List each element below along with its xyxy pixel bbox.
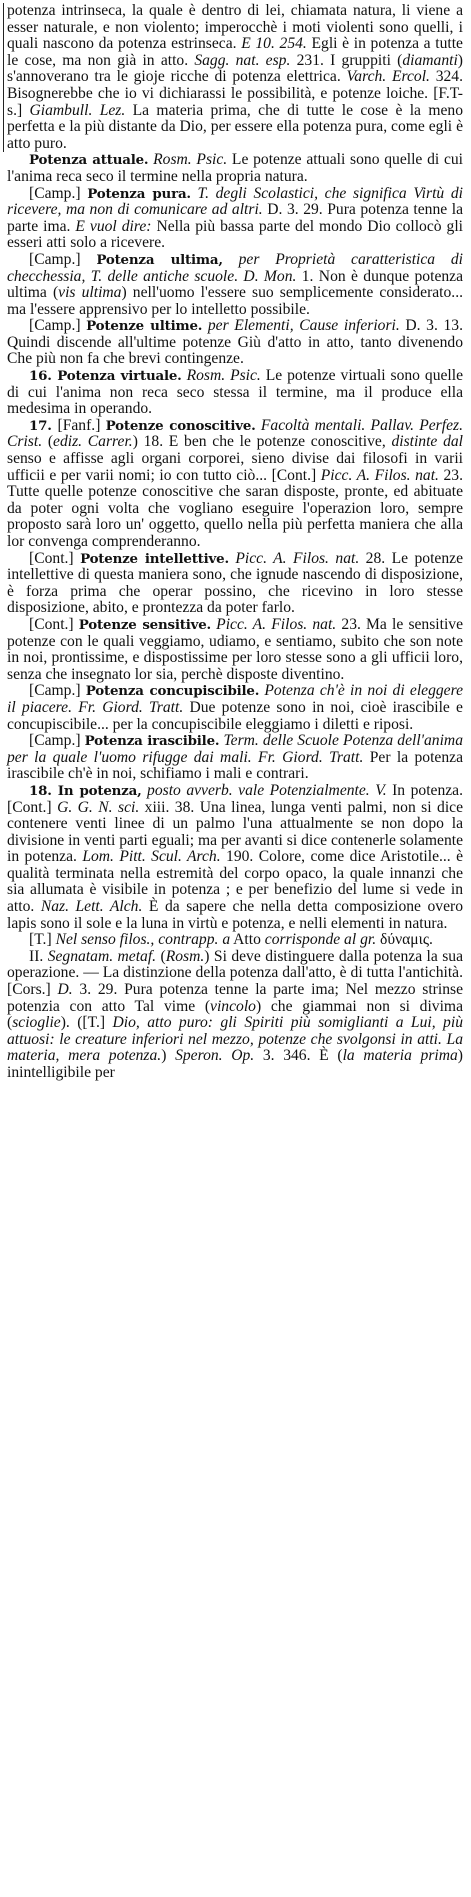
entry-potenza-concupiscibile	[7, 683, 463, 733]
headword: Potenze sensitive.	[78, 616, 211, 633]
entry-text: (	[156, 947, 166, 965]
entry-senso-filosofico	[7, 932, 463, 949]
entry-potenza-irascibile	[7, 733, 463, 783]
entry-potenze-conoscitive	[7, 418, 463, 551]
source-tag: [Fanf.]	[57, 416, 106, 434]
definition: posto avverb. vale Potenzialmente. V.	[141, 781, 387, 799]
sense-number: II.	[29, 947, 48, 965]
headword: Potenza pura.	[87, 185, 191, 202]
definition: corrisponde al gr.	[264, 931, 377, 949]
sense-number: 16.	[29, 368, 58, 385]
entry-text: ). ([T.]	[60, 1014, 113, 1032]
sense-number: 18.	[29, 782, 58, 799]
definition: per Elementi, Cause inferiori.	[202, 317, 400, 335]
source-tag: [Camp.]	[29, 184, 88, 202]
definition: Potenza ch'è in noi di eleggere il piacere. Fr. Giord. Tratt.	[7, 682, 463, 716]
citation: Varch. Ercol.	[346, 68, 430, 86]
citation: Rosm.	[165, 947, 205, 965]
entry-text: 190. Colore, come dice Aristotile... è qualità terminata nella estremità del corpo opaco, la quale innanzi che sia allumata è visibile in potenza ; e per benefizio del lume si vede in atto.	[7, 848, 464, 916]
entry-text: 324. Bisognerebbe che io vi dichiarassi le possibilità, e potenze loiche. [F.T-s.]	[7, 68, 463, 119]
source-tag: [Cont.]	[29, 615, 79, 633]
citation: Picc. A. Filos. nat.	[211, 615, 337, 633]
entry-text: )	[161, 1047, 176, 1065]
entry-text: 3. 346. È (	[254, 1047, 343, 1065]
definition: vis ultima	[58, 284, 122, 302]
entry-text: (	[42, 433, 54, 451]
source-tag: [Camp.]	[29, 682, 86, 700]
entry-text: δύναμις.	[376, 931, 433, 949]
entry-text: ) che giammai non si divima (	[7, 997, 463, 1032]
definition: Facoltà mentali. Pallav. Perfez. Crist.	[7, 416, 463, 451]
gloss: vincolo	[210, 997, 256, 1015]
entry-text: D. 3. 29. Pura potenza tenne la parte ima.	[7, 201, 463, 235]
source-tag: [Camp.]	[29, 732, 85, 750]
gloss: diamanti	[402, 51, 458, 69]
entry-text: Le potenze virtuali sono quelle di cui l'anima non reca seco stessa il termine, ma il produce ella medesima in operando.	[7, 367, 463, 418]
entry-text: Atto	[230, 931, 265, 949]
source-tag: [Cont.]	[29, 549, 81, 567]
entry-potenze-ultime	[7, 318, 463, 368]
entry-potenza-attuale	[7, 152, 463, 185]
definition: E vuol dire:	[75, 217, 152, 235]
source-tag: [Camp.]	[29, 250, 97, 268]
entry-potenza-virtuale	[7, 368, 463, 418]
entry-potenze-intellettive	[7, 551, 463, 617]
citation: E 10. 254.	[241, 35, 307, 53]
headword: In potenza,	[57, 782, 142, 799]
citation: D.	[57, 981, 73, 999]
sense-number: 17.	[29, 417, 58, 434]
entry-text: Nella più bassa parte del mondo Dio collocò gli esseri atti solo a ricevere.	[7, 217, 464, 252]
headword: Potenze ultime.	[86, 318, 203, 335]
citation: G. G. N. sci.	[57, 798, 140, 816]
entry-text: ) nell'uomo l'essere suo semplicemente considerato... ma l'essere apprensivo per lo intelletto possibile.	[7, 284, 464, 318]
entry-text: potenza intrinseca, la quale è dentro di lei, chiamata natura, li viene a esser naturale, e non violento; imperocchè i moti violenti sono quelli, i quali nascono da potenza estrinseca.	[7, 2, 463, 53]
entry-potenze-sensitive	[7, 617, 463, 683]
source-tag: [Camp.]	[29, 317, 87, 335]
entry-continuation	[3, 3, 463, 152]
entry-text: La materia prima, che di tutte le cose è la meno perfetta e la più distante da Dio, per essere ella potenza pura, come egli è atto puro.	[7, 101, 463, 152]
headword: Potenza concupiscibile.	[85, 683, 260, 700]
entry-segnatam-metaf	[7, 949, 463, 1082]
citation: Sagg. nat. esp.	[194, 51, 291, 69]
entry-text: ) s'annoverano tra le gioje ricche di potenza elettrica.	[7, 51, 463, 86]
citation: Picc. A. Filos. nat.	[228, 549, 360, 567]
headword: Potenza virtuale.	[57, 368, 182, 385]
entry-text: 3. 29. Pura potenza tenne la parte ima; Nel mezzo strinse potenzia con atto Tal vime (	[7, 981, 463, 1015]
entry-potenza-pura	[7, 186, 463, 252]
entry-text: senso e affisse agli organi corporei, sieno divise dai filosofi in varii ufficii e per varii nomi; io con tutto ciò... [Cont.]	[7, 450, 463, 484]
citation: Speron. Op.	[175, 1047, 255, 1065]
entry-text: 23. Ma le sensitive potenze con le quali veggiamo, udiamo, e sentiamo, subito che son note in noi, prontissime, e dispostissime per loro stesse sono a gli ufficii loro, senza che insegnato lor sia, perchè disposte diventino.	[7, 615, 464, 683]
citation: Lom. Pitt. Scul. Arch.	[82, 848, 221, 866]
gloss: scioglie	[12, 1014, 61, 1032]
entry-text: Egli è in potenza a tutte le cose, ma non già in atto.	[7, 35, 463, 69]
headword: Potenza irascibile.	[84, 733, 220, 750]
headword: Potenze conoscitive.	[105, 417, 256, 434]
definition: Term. delle Scuole Potenza dell'anima per la quale l'uomo rifugge dai mali. Fr. Giord. Tratt.	[7, 732, 463, 766]
citation: Rosm. Psic.	[181, 367, 261, 385]
entry-text: 1. Non è dunque potenza ultima (	[7, 267, 464, 302]
entry-in-potenza	[7, 783, 463, 932]
definition: per Proprietà caratteristica di checchessia, T. delle antiche scuole. D. Mon.	[7, 250, 463, 285]
definition: Segnatam. metaf.	[47, 947, 157, 965]
entry-text: 231. I gruppiti (	[290, 51, 403, 69]
entry-text: 23. Tutte quelle potenze conoscitive che saran disposte, pronte, ed abituate da poter ogni volta che vogliano eseguire l'operazion loro, sempre proposto sarà loro un' oggetto, quello nella più perfetta maniera che alla lor convenga comprenderanno.	[7, 466, 463, 550]
gloss: la materia prima	[342, 1047, 458, 1065]
headword: Potenze intellettive.	[80, 550, 229, 567]
entry-text: È da sapere che nella detta composizione overo lapis sono il sole e la luna in virtù e potenza, e nelli elementi in natura.	[7, 898, 463, 932]
definition: ediz. Carrer.	[53, 433, 133, 451]
definition: Nel senso filos., contrapp. a	[55, 931, 231, 949]
citation: Giambull. Lez.	[29, 101, 126, 119]
headword: Potenza ultima,	[96, 251, 223, 268]
entry-text: In potenza. [Cont.]	[7, 781, 463, 816]
headword: Potenza attuale.	[29, 152, 149, 169]
definition: Dio, atto puro: gli Spiriti più somiglianti a Lui, più attuosi: le creature inferiori nel mezzo, potenze che svolgonsi in atti. La materia, mera potenza.	[7, 1014, 463, 1065]
source-tag: [T.]	[29, 931, 56, 949]
definition: T. degli Scolastici, che significa Virtù di ricevere, ma non di comunicare ad altri.	[7, 184, 464, 219]
entry-text: xiii. 38. Una linea, lunga venti palmi, non si dice contenere venti linee di un palmo l'una attualmente se non dopo la divisione in venti parti eguali; ma per avanti si dice contenerle solamente in potenza.	[7, 798, 463, 866]
citation: Rosm. Psic.	[153, 151, 228, 169]
entry-text: ) Si deve distinguere dalla potenza la sua operazione. — La distinzione della potenza dall'atto, è di tutta l'antichità. [Cors.]	[7, 947, 464, 999]
definition: distinte dal	[391, 433, 463, 451]
entry-text: Due potenze sono in noi, cioè irascibile e concupiscibile... per la concupiscibile eleggiamo i diletti e riposi.	[7, 698, 463, 733]
citation: Picc. A. Filos. nat.	[320, 466, 439, 484]
entry-text: Per la potenza irascibile ch'è in noi, schifiamo i mali e contrari.	[7, 748, 463, 783]
citation: Naz. Lett. Alch.	[40, 898, 143, 916]
entry-potenza-ultima	[7, 252, 463, 318]
entry-text: D. 3. 13. Quindi discende all'ultime potenze Giù d'atto in atto, tanto divenendo Che più non fa che brevi contingenze.	[7, 317, 464, 368]
entry-text: Le potenze attuali sono quelle di cui l'anima reca seco il termine nella propria natura.	[7, 151, 463, 185]
entry-text: ) inintelligibile per	[7, 1047, 463, 1081]
entry-text: ) 18. E ben che le potenze conoscitive,	[132, 433, 392, 451]
entry-text: 28. Le potenze intellettive di questa maniera sono, che ignude nascendo di disposizione, è forza prima che operar possino, che ricevino in loro stesse disposizione, abito, e prontezza da poter farlo.	[7, 549, 463, 617]
